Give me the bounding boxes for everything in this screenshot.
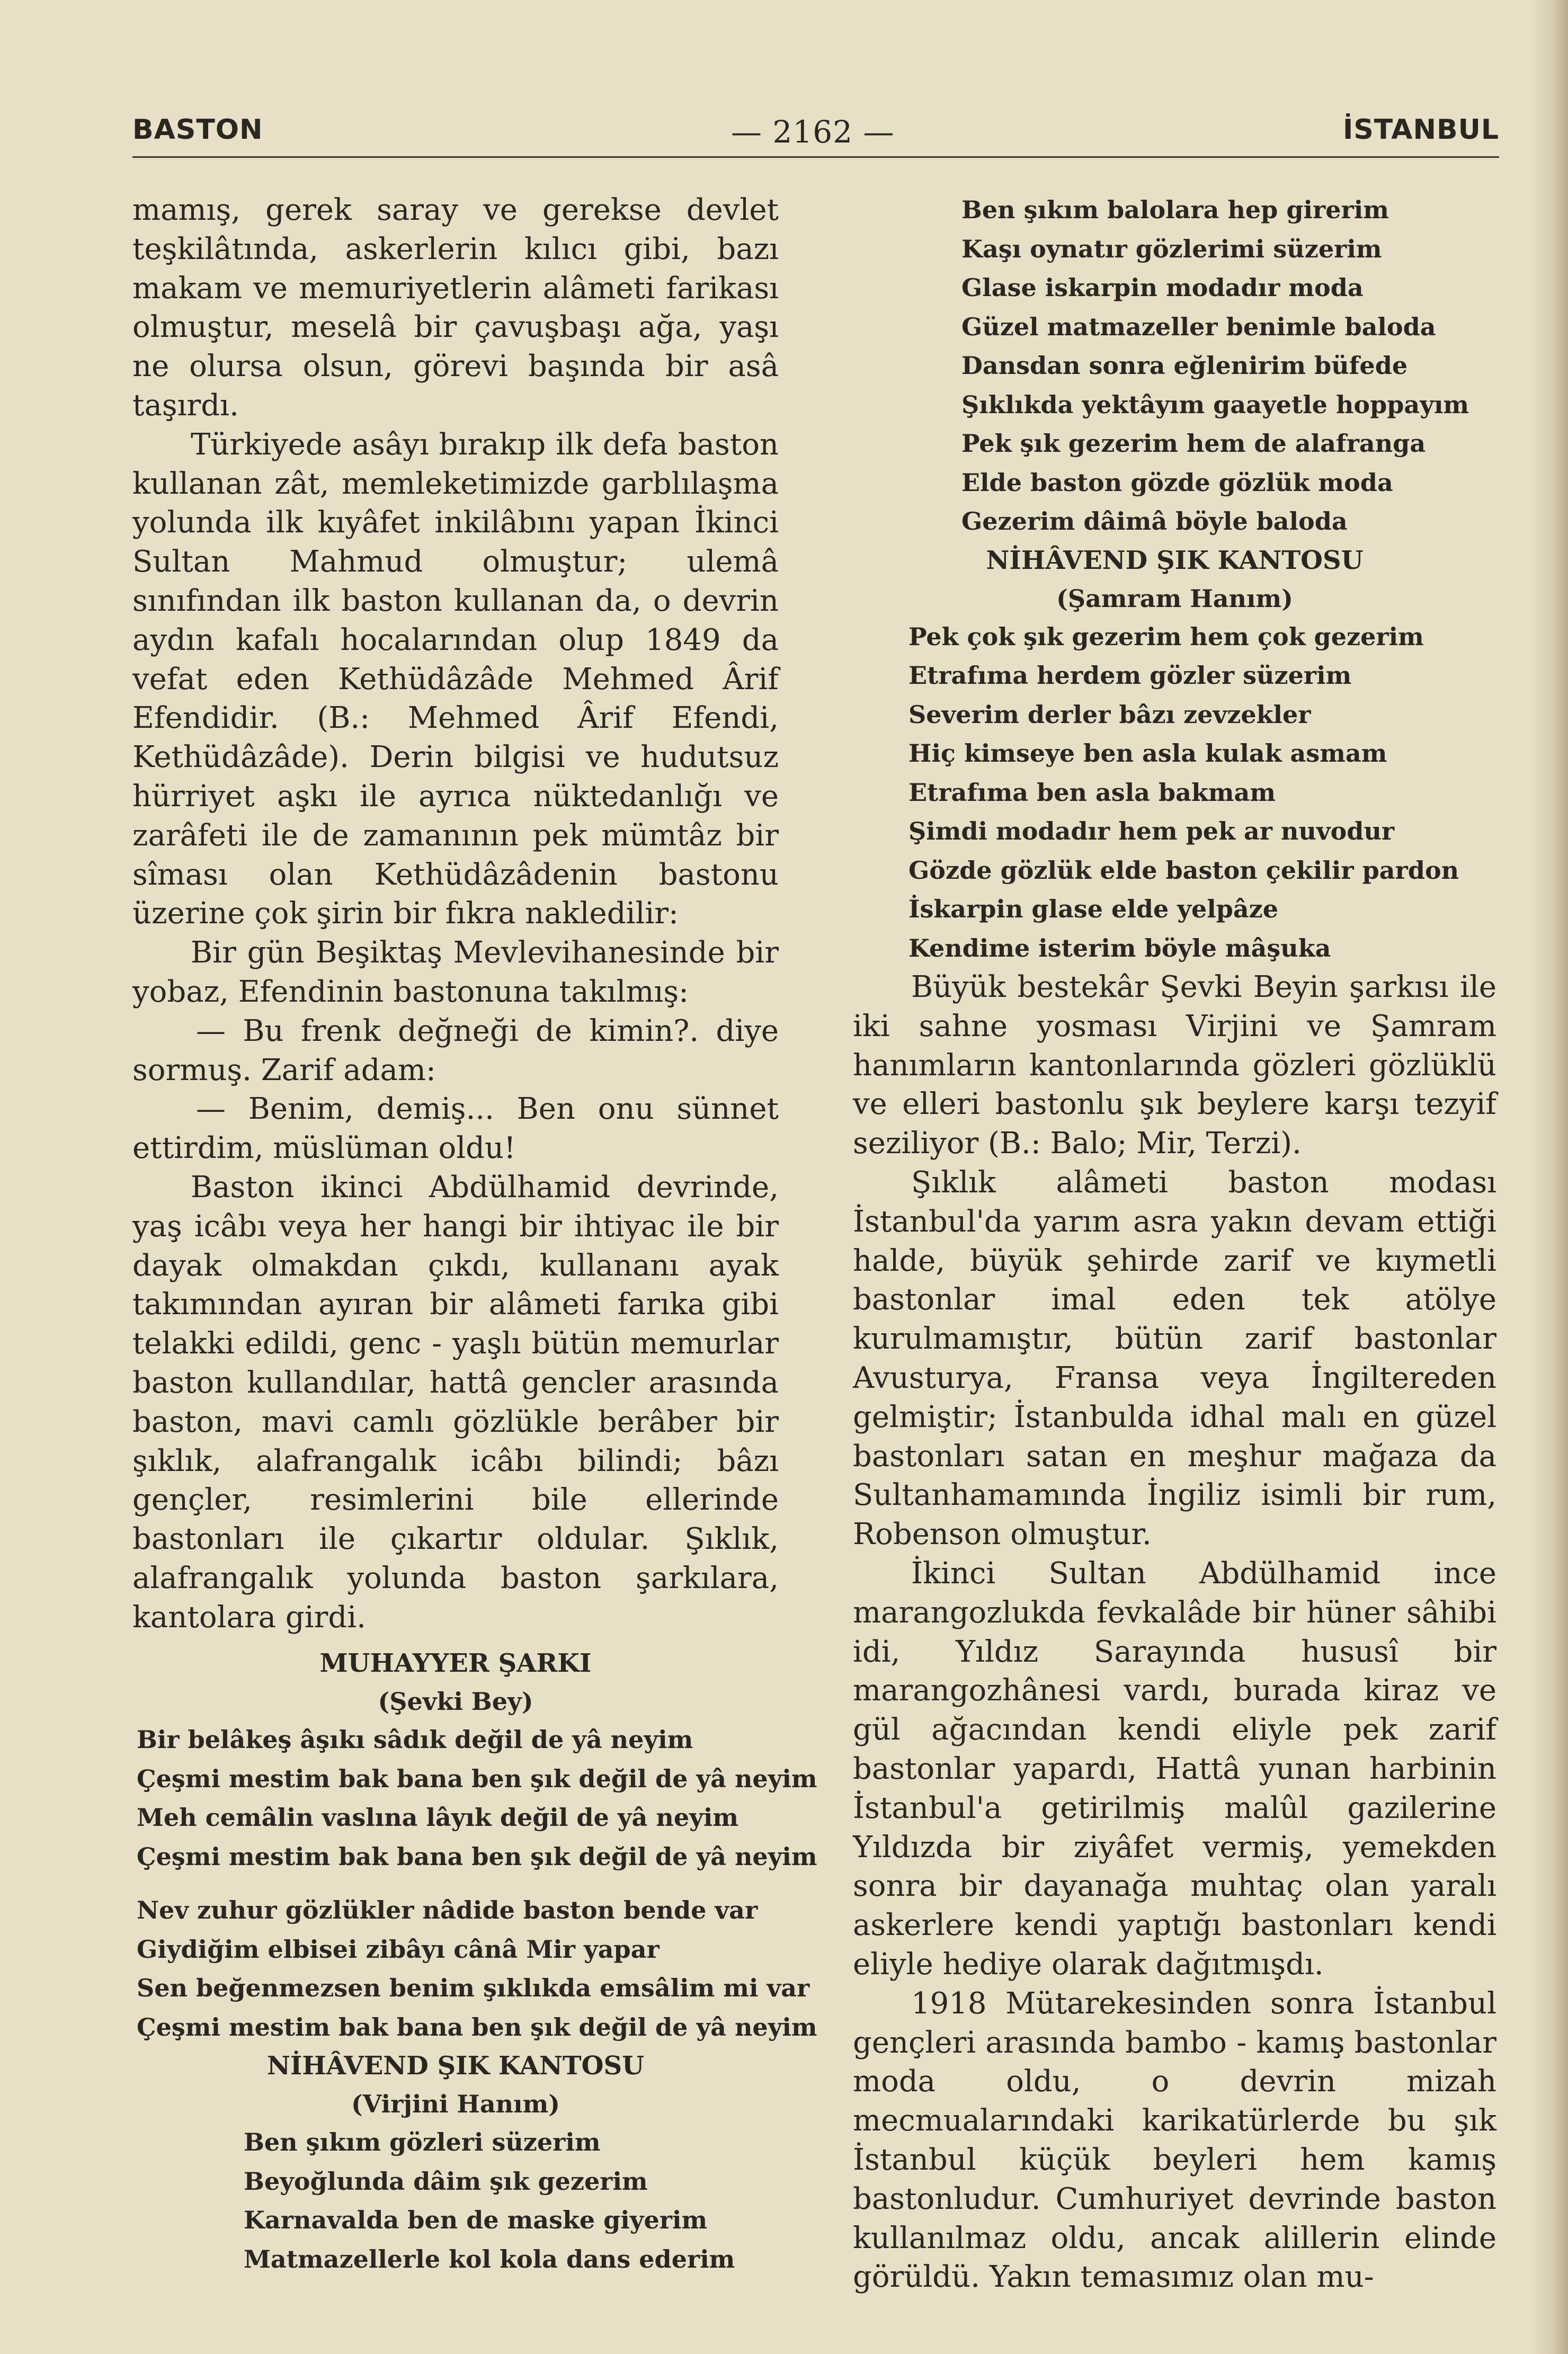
poem-line: Bir belâkeş âşıkı sâdık değil de yâ neyim xyxy=(137,1725,693,1754)
paragraph: — Bu frenk değneği de kimin?. diye sormuş. Zarif adam: xyxy=(132,1013,779,1087)
poem-line: İskarpin glase elde yelpâze xyxy=(908,895,1279,923)
running-head xyxy=(132,114,1499,162)
page-number: — 2162 — xyxy=(731,114,895,150)
poem-line: Etrafıma herdem gözler süzerim xyxy=(908,661,1352,690)
poem-line: Elde baston gözde gözlük moda xyxy=(961,468,1393,497)
poem-line: Glase iskarpin modadır moda xyxy=(961,273,1364,302)
paragraph: Şıklık alâmeti baston modası İstanbul'da yarım asra yakın devam ettiği halde, büyük şehirde zarif ve kıymetli bastonlar imal eden tek atölye kurulmamıştır, bütün zarif bastonlar Avusturya, Fransa veya İngiltereden gelmiştir; İstanbulda idhal malı en güzel bastonları satan en meşhur mağaza da Sultanhamamında İngiliz isimli bir rum, Robenson olmuştur. xyxy=(853,1165,1496,1552)
poem-line: Pek çok şık gezerim hem çok gezerim xyxy=(908,622,1424,651)
right-column xyxy=(853,191,1496,2297)
poem-author: (Şevki Bey) xyxy=(378,1687,533,1716)
paragraph: Baston ikinci Abdülhamid devrinde, yaş icâbı veya her hangi bir ihtiyac ile bir dayak olmakdan çıkdı, kullananı ayak takımından ayıran bir alâmeti farıka gibi telakki edildi, genc - yaşlı bütün memurlar baston kullandılar, hattâ gencler arasında baston, mavi camlı gözlükle berâber bir şıklık, alafrangalık icâbı bilindi; bâzı gençler, resimlerini bile ellerinde bastonları ile çıkartır oldular. Şıklık, alafrangalık yolunda baston şarkılara, kantolara girdi. xyxy=(132,1170,779,1635)
poem-nihavend-virjini xyxy=(132,2047,779,2279)
poem-line: Beyoğlunda dâim şık gezerim xyxy=(244,2166,648,2196)
poem-line: Çeşmi mestim bak bana ben şık değil de yâ neyim xyxy=(137,1842,817,1871)
poem-line: Giydiğim elbisei zibâyı cânâ Mir yapar xyxy=(137,1934,660,1964)
paragraph: — Benim, demiş... Ben onu sünnet ettirdim, müslüman oldu! xyxy=(132,1092,779,1166)
poem-author: (Şamram Hanım) xyxy=(1056,584,1293,613)
poem-line: Dansdan sonra eğlenirim büfede xyxy=(961,351,1408,380)
poem-line: Hiç kimseye ben asla kulak asmam xyxy=(908,739,1387,768)
poem-continued xyxy=(853,191,1496,541)
poem-line: Pek şık gezerim hem de alafranga xyxy=(961,429,1426,458)
paragraph: Bir gün Beşiktaş Mevlevihanesinde bir yobaz, Efendinin bastonuna takılmış: xyxy=(132,935,779,1009)
poem-line: Ben şıkım gözleri süzerim xyxy=(244,2128,601,2157)
poem-line: Matmazellerle kol kola dans ederim xyxy=(244,2244,735,2273)
poem-line: Etrafıma ben asla bakmam xyxy=(908,778,1276,807)
poem-line: Ben şıkım balolara hep girerim xyxy=(961,195,1389,224)
poem-line: Karnavalda ben de maske giyerim xyxy=(244,2206,708,2235)
poem-line: Kendime isterim böyle mâşuka xyxy=(908,933,1331,962)
poem-line: Şıklıkda yektâyım gaayetle hoppayım xyxy=(961,390,1469,419)
poem-line: Gözde gözlük elde baston çekilir pardon xyxy=(908,855,1459,885)
page-edge xyxy=(1531,0,1568,2354)
header-title-right: İSTANBUL xyxy=(1343,114,1499,146)
poem-line: Severim derler bâzı zevzekler xyxy=(908,700,1311,729)
poem-muhayyer xyxy=(132,1644,817,2047)
header-rule xyxy=(132,156,1499,158)
poem-title: NİHÂVEND ŞIK KANTOSU xyxy=(267,2051,644,2081)
poem-nihavend-samram xyxy=(853,541,1496,968)
poem-line: Nev zuhur gözlükler nâdide baston bende var xyxy=(137,1896,758,1925)
poem-line: Meh cemâlin vaslına lâyık değil de yâ neyim xyxy=(137,1803,738,1832)
poem-line: Şimdi modadır hem pek ar nuvodur xyxy=(908,817,1395,845)
poem-line: Çeşmi mestim bak bana ben şık değil de yâ neyim xyxy=(137,2012,817,2041)
paragraph: 1918 Mütarekesinden sonra İstanbul gençleri arasında bambo - kamış bastonlar moda oldu, o devrin mizah mecmualarındaki karikatürlerde bu şık İstanbul küçük beyleri hem kamış bastonludur. Cumhuriyet devrinde baston kullanılmaz oldu, ancak alillerin elinde görüldü. Yakın temasımız olan mu- xyxy=(853,1986,1496,2295)
left-column xyxy=(132,191,817,2279)
poem-line: Kaşı oynatır gözlerimi süzerim xyxy=(961,234,1382,263)
poem-title: MUHAYYER ŞARKI xyxy=(319,1648,592,1679)
poem-line: Gezerim dâimâ böyle baloda xyxy=(961,507,1348,536)
poem-line: Güzel matmazeller benimle baloda xyxy=(961,312,1436,341)
poem-title: NİHÂVEND ŞIK KANTOSU xyxy=(986,545,1364,575)
header-title-left: BASTON xyxy=(132,114,263,146)
paragraph: mamış, gerek saray ve gerekse devlet teşkilâtında, askerlerin kılıcı gibi, bazı makam ve memuriyetlerin alâmeti farikası olmuştur, meselâ bir çavuşbaşı ağa, yaşı ne olursa olsun, görevi başında bir asâ taşırdı. xyxy=(132,193,779,423)
poem-line: Çeşmi mestim bak bana ben şık değil de yâ neyim xyxy=(137,1764,817,1793)
poem-author: (Virjini Hanım) xyxy=(351,2090,560,2119)
paragraph: Türkiyede asâyı bırakıp ilk defa baston kullanan zât, memleketimizde garblılaşma yolunda ilk kıyâfet inkilâbını yapan İkinci Sultan Mahmud olmuştur; ulemâ sınıfından ilk baston kullanan da, o devrin aydın kafalı hocalarından olup 1849 da vefat eden Kethüdâzâde Mehmed Ârif Efendidir. (B.: Mehmed Ârif Efendi, Kethüdâzâde). Derin bilgisi ve hudutsuz hürriyet aşkı ile ayrıca nüktedanlığı ve zarâfeti ile de zamanının pek mümtâz bir sîması olan Kethüdâzâdenin bastonu üzerine çok şirin bir fıkra nakledilir: xyxy=(132,427,779,931)
poem-line: Sen beğenmezsen benim şıklıkda emsâlim mi var xyxy=(137,1974,810,2003)
paragraph: Büyük bestekâr Şevki Beyin şarkısı ile iki sahne yosması Virjini ve Şamram hanımların kantonlarında gözleri gözlüklü ve elleri bastonlu şık beylere karşı tezyif seziliyor (B.: Balo; Mir, Terzi). xyxy=(853,970,1496,1161)
paragraph: İkinci Sultan Abdülhamid ince marangozlukda fevkalâde bir hüner sâhibi idi, Yıldız Sarayında hususî bir marangozhânesi vardı, burada kiraz ve gül ağacından kendi eliyle pek zarif bastonlar yapardı, Hattâ yunan harbinin İstanbul'a getirilmiş malûl gazilerine Yıldızda bir ziyâfet vermiş, yemekden sonra bir dayanağa muhtaç olan yaralı askerlere kendi yaptığı bastonları kendi eliyle hediye olarak dağıtmışdı. xyxy=(853,1556,1496,1982)
